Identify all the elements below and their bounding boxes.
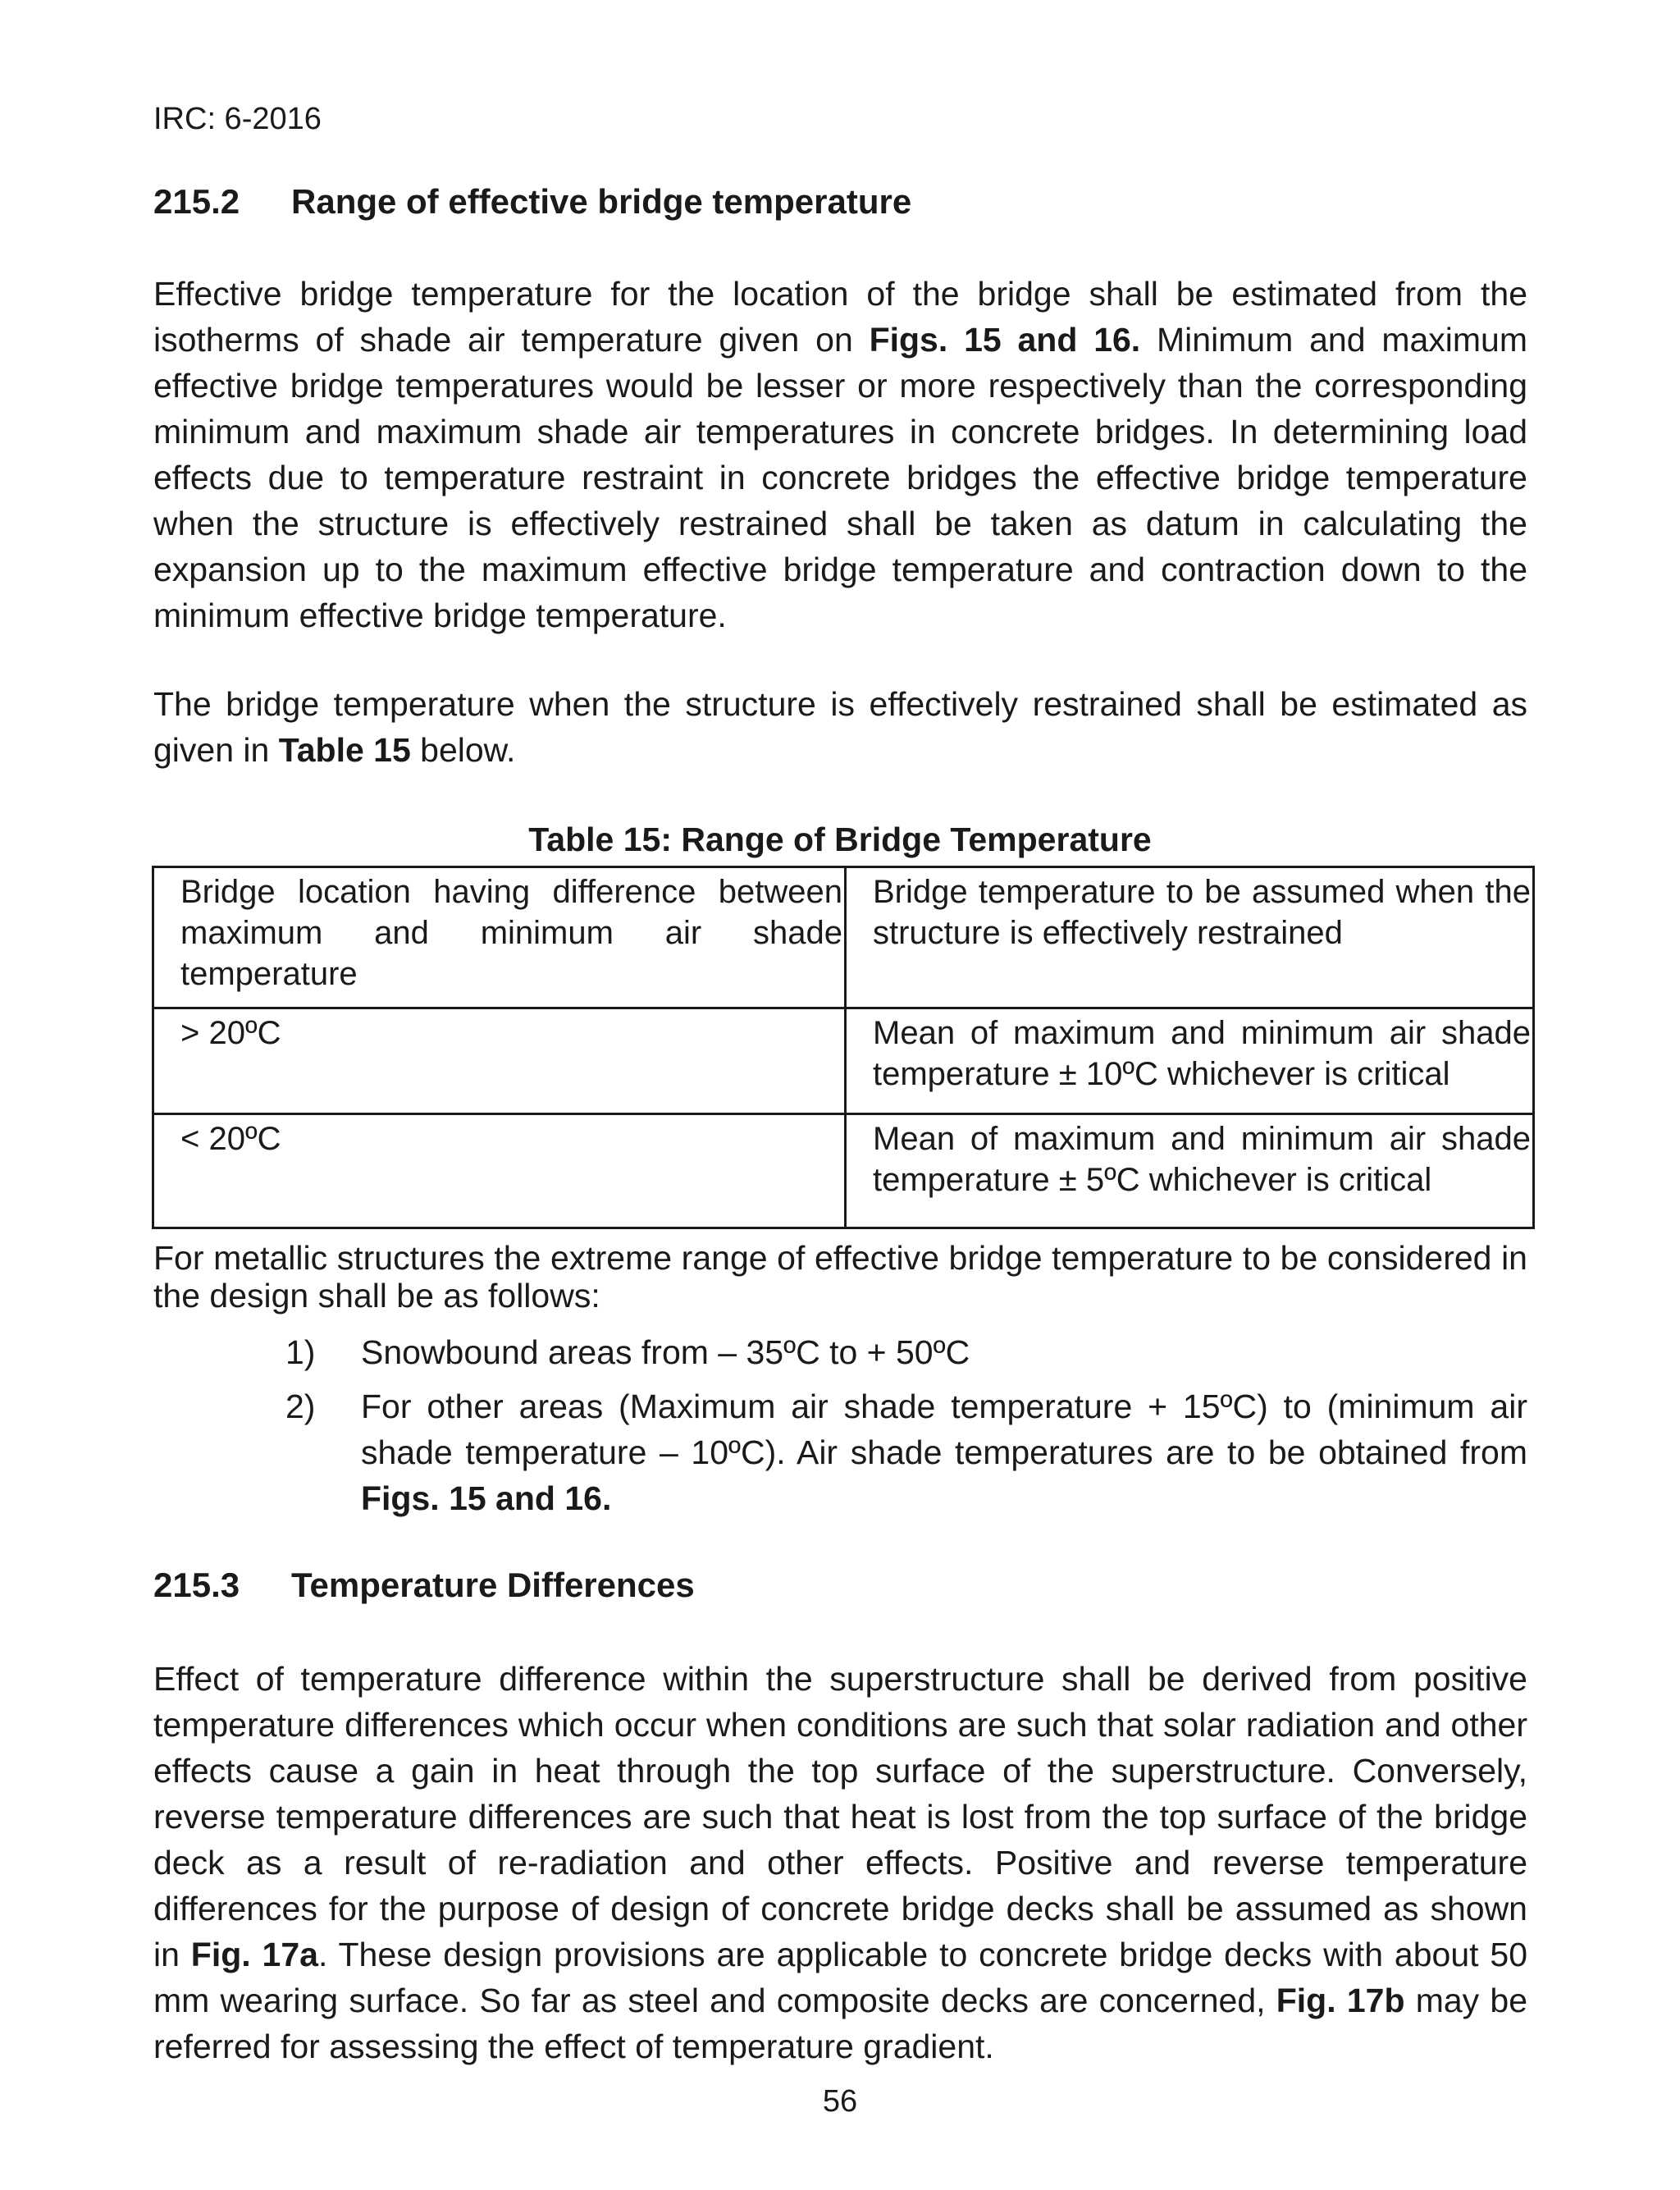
section-heading-215-2 <box>153 182 911 222</box>
table-row <box>153 1114 1534 1228</box>
text-run: Minimum and maximum effective bridge temperatures would be lesser or more respectively than the corresponding minimum and maximum shade air temperatures in concrete bridges. In determining load effects due to temperature restraint in concrete bridges the effective bridge temperature when the structure is effectively restrained shall be taken as datum in calculating the expansion up to the maximum effective bridge temperature and contraction down to the minimum effective bridge temperature. <box>153 321 1528 634</box>
text-run: . These design provisions are applicable to concrete bridge decks with about 50 mm wearing surface. So far as steel and composite decks are concerned, <box>153 1936 1527 2019</box>
table-header-row <box>153 867 1534 1008</box>
metallic-range-list <box>285 1329 1527 1529</box>
table-cell-assumed: Mean of maximum and minimum air shade temperature ± 5ºC whichever is critical <box>846 1114 1534 1228</box>
section-number: 215.3 <box>153 1566 240 1604</box>
table-cell-range: > 20ºC <box>153 1008 846 1114</box>
paragraph-temperature-differences <box>153 1656 1527 2069</box>
text-run: below. <box>410 731 516 769</box>
text-run: Effective bridge temperature for the location of the bridge shall be estimated from the isotherms of shade air temperature given on <box>153 275 1527 359</box>
table-cell-assumed: Mean of maximum and minimum air shade temperature ± 10ºC whichever is critical <box>846 1008 1534 1114</box>
table-cell-range: < 20ºC <box>153 1114 846 1228</box>
paragraph-effective-temperature <box>153 271 1527 638</box>
section-heading-215-3 <box>153 1566 695 1605</box>
range-of-bridge-temperature-table <box>152 866 1535 1229</box>
document-header: IRC: 6-2016 <box>153 102 322 136</box>
section-title: Temperature Differences <box>291 1566 695 1604</box>
table-header-cell: Bridge temperature to be assumed when the structure is effectively restrained <box>846 867 1534 1008</box>
paragraph-restrained-temperature <box>153 681 1527 773</box>
list-item-text: For other areas (Maximum air shade temperature + 15ºC) to (minimum air shade temperature – 10ºC). Air shade temperatures are to be obtained from <box>361 1388 1527 1471</box>
section-title: Range of effective bridge temperature <box>291 182 912 221</box>
text-run: may be referred for assessing the effect of temperature gradient. <box>153 1982 1527 2065</box>
list-item-text: Snowbound areas from – 35ºC to + 50ºC <box>361 1333 970 1371</box>
list-item-number: 2) <box>285 1388 316 1425</box>
figure-reference: Figs. 15 and 16. <box>361 1479 612 1517</box>
table-reference: Table 15 <box>278 731 411 769</box>
text-run: Effect of temperature difference within the superstructure shall be derived from positive temperature differences which occur when conditions are such that solar radiation and other effects cause a gain in heat through the top surface of the superstructure. Conversely, reverse temperature differences are such that heat is lost from the top surface of the bridge deck as a result of re-radiation and other effects. Positive and reverse temperature differences for the purpose of design of concrete bridge decks shall be assumed as shown in <box>153 1660 1527 1973</box>
figure-reference: Fig. 17a <box>190 1936 318 1973</box>
text-run: The bridge temperature when the structure is effectively restrained shall be estimated as given in <box>153 685 1527 769</box>
table-row <box>153 1008 1534 1114</box>
paragraph-metallic-structures: For metallic structures the extreme range of effective bridge temperature to be considered in the design shall be as follows: <box>153 1239 1527 1314</box>
figure-reference: Fig. 17b <box>1276 1982 1405 2019</box>
table-caption: Table 15: Range of Bridge Temperature <box>528 821 1152 858</box>
list-item <box>285 1329 1527 1375</box>
figure-reference: Figs. 15 and 16. <box>869 321 1141 359</box>
list-item <box>285 1383 1527 1521</box>
list-item-number: 1) <box>285 1333 316 1371</box>
table-header-cell: Bridge location having difference between maximum and minimum air shade temperature <box>153 867 846 1008</box>
page-number: 56 <box>822 2084 858 2119</box>
section-number: 215.2 <box>153 182 240 221</box>
